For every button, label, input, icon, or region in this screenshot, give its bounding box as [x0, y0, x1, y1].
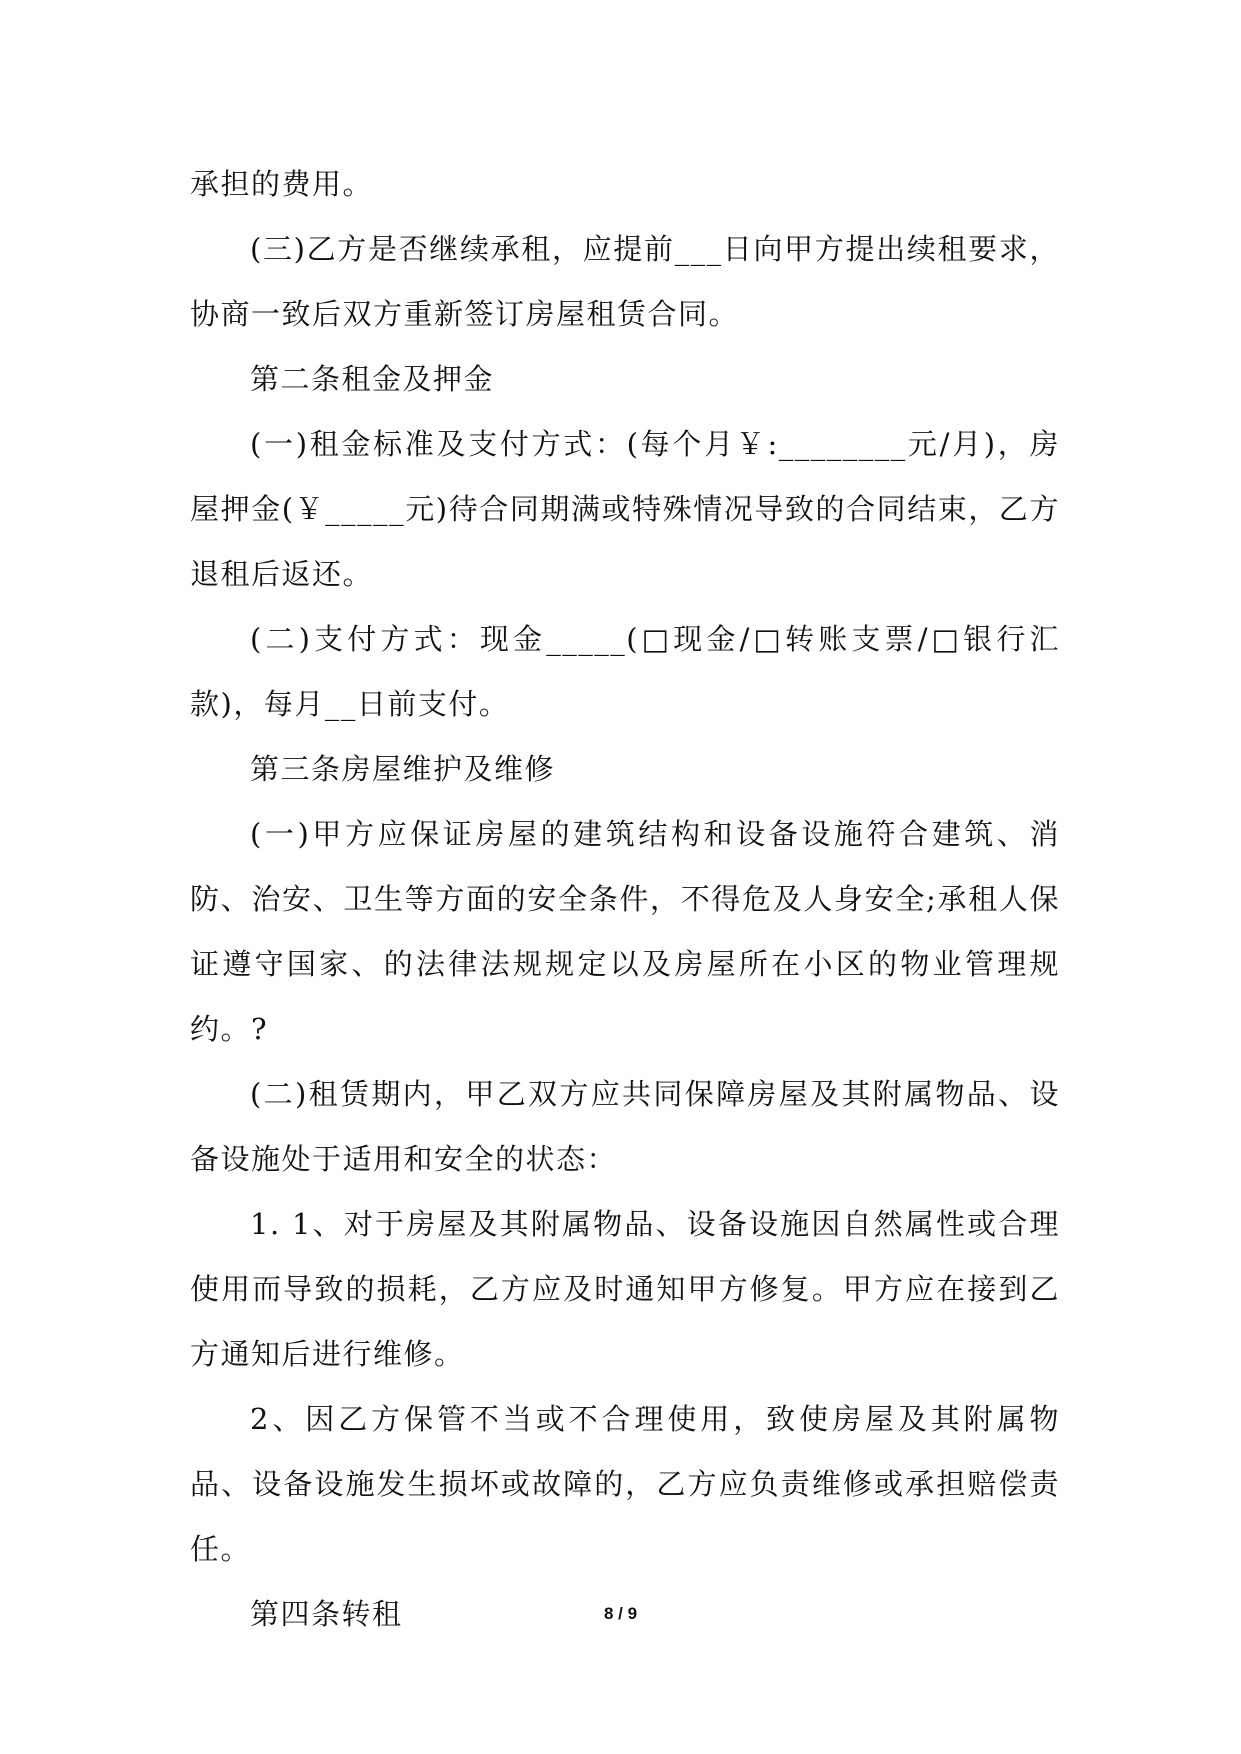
heading-article-two: 第二条租金及押金	[250, 362, 495, 396]
paragraph-renewal: (三)乙方是否继续承租，应提前___日向甲方提出续租要求，协商一致后双方重新签订房屋租赁合同。	[190, 232, 1060, 331]
paragraph-payment-method: (二)支付方式：现金_____(□现金/□转账支票/□银行汇款)，每月__日前支付。	[190, 622, 1060, 721]
heading-article-four: 第四条转租	[250, 1597, 403, 1631]
paragraph-safety-guarantee: (一)甲方应保证房屋的建筑结构和设备设施符合建筑、消防、治安、卫生等方面的安全条件，不得危及人身安全;承租人保证遵守国家、的法律法规规定以及房屋所在小区的物业管理规约。?	[190, 817, 1060, 1046]
paragraph-damage-liability: 2、因乙方保管不当或不合理使用，致使房屋及其附属物品、设备设施发生损坏或故障的，乙方应负责维修或承担赔偿责任。	[190, 1402, 1060, 1566]
paragraph-wear-repair: 1. 1、对于房屋及其附属物品、设备设施因自然属性或合理使用而导致的损耗，乙方应及时通知甲方修复。甲方应在接到乙方通知后进行维修。	[190, 1207, 1060, 1371]
heading-article-three: 第三条房屋维护及维修	[250, 752, 556, 786]
paragraph-fee-continuation: 承担的费用。	[190, 167, 374, 201]
document-body	[190, 152, 1060, 1647]
page-number: 8 / 9	[603, 1604, 638, 1623]
paragraph-joint-maintenance: (二)租赁期内，甲乙双方应共同保障房屋及其附属物品、设备设施处于适用和安全的状态：	[190, 1077, 1060, 1176]
paragraph-rent-standard: (一)租金标准及支付方式：(每个月￥:________元/月)，房屋押金(￥_____元)待合同期满或特殊情况导致的合同结束，乙方退租后返还。	[190, 427, 1060, 591]
